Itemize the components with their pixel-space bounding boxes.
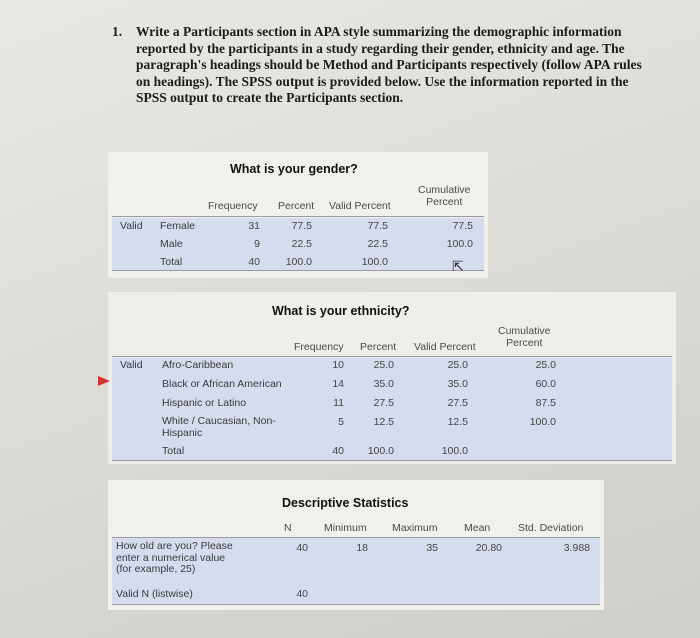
gender-cell-frequency: 40	[248, 256, 260, 268]
ethnicity-cell-valid-percent: 35.0	[447, 378, 468, 390]
gender-cell-percent: 100.0	[285, 256, 312, 268]
question-number: 1.	[112, 24, 123, 39]
descriptive-col-std: Std. Deviation	[518, 522, 584, 534]
gender-bottom-rule	[112, 270, 484, 271]
ethnicity-cell-frequency: 11	[333, 397, 344, 409]
ethnicity-table	[108, 292, 676, 464]
gender-table-title: What is your gender?	[230, 162, 358, 176]
gender-cell-cumulative: 77.5	[452, 220, 473, 232]
gender-cell-frequency: 31	[248, 220, 260, 232]
ethnicity-row-label: Total	[162, 445, 185, 457]
descriptive-col-maximum: Maximum	[392, 522, 438, 534]
gender-row-label: Female	[160, 220, 196, 232]
ethnicity-cell-cumulative: 60.0	[535, 378, 556, 390]
gender-cell-valid-percent: 77.5	[367, 220, 388, 232]
gender-cell-cumulative: 100.0	[446, 238, 473, 250]
ethnicity-cell-percent: 12.5	[373, 416, 394, 428]
gender-valid-label: Valid	[120, 220, 143, 232]
ethnicity-col-percent: Percent	[360, 341, 397, 353]
descriptive-table-title: Descriptive Statistics	[282, 496, 409, 510]
descriptive-row-label: How old are you? Please enter a numerical value (for example, 25)	[116, 540, 233, 575]
ethnicity-cell-frequency: 14	[332, 378, 344, 390]
descriptive-cell-std: 3.988	[563, 542, 590, 554]
ethnicity-cell-frequency: 40	[332, 445, 344, 457]
descriptive-cell-maximum: 35	[426, 542, 438, 554]
gender-cell-valid-percent: 100.0	[361, 256, 388, 268]
question-text: Write a Participants section in APA style summarizing the demographic information reported by the participants in a study regarding their gender, ethnicity and age. The paragraph's headings should be Method and Participants respectively (follow APA rules on headings). The SPSS output is provided below. Use the information reported in the SPSS output to create the Participants section.	[136, 24, 642, 105]
ethnicity-col-valid-percent: Valid Percent	[414, 341, 476, 353]
descriptive-cell-minimum: 18	[356, 542, 368, 554]
gender-col-cumulative: Cumulative Percent	[418, 184, 471, 208]
gender-col-valid-percent: Valid Percent	[329, 200, 391, 212]
gender-row-label: Male	[160, 238, 183, 250]
descriptive-table	[108, 480, 604, 610]
descriptive-row-label: Valid N (listwise)	[116, 588, 193, 600]
gender-header-rule	[112, 216, 484, 217]
ethnicity-cell-frequency: 10	[332, 359, 344, 371]
descriptive-col-mean: Mean	[464, 522, 491, 534]
pointer-arrow-icon	[98, 374, 112, 388]
ethnicity-row-label: White / Caucasian, Non- Hispanic	[162, 415, 276, 439]
gender-row-label: Total	[160, 256, 183, 268]
ethnicity-row-label: Black or African American	[162, 378, 282, 390]
ethnicity-cell-cumulative: 100.0	[529, 416, 556, 428]
ethnicity-row-label: Afro-Caribbean	[162, 359, 234, 371]
ethnicity-col-frequency: Frequency	[294, 341, 344, 353]
ethnicity-cell-percent: 100.0	[367, 445, 394, 457]
ethnicity-cell-valid-percent: 25.0	[447, 359, 468, 371]
descriptive-cell-mean: 20.80	[475, 542, 502, 554]
question-block	[112, 24, 642, 107]
ethnicity-cell-valid-percent: 12.5	[447, 416, 468, 428]
ethnicity-cell-percent: 25.0	[373, 359, 394, 371]
gender-col-percent: Percent	[278, 200, 315, 212]
descriptive-bottom-rule	[112, 604, 600, 605]
ethnicity-cell-percent: 27.5	[373, 397, 394, 409]
ethnicity-table-title: What is your ethnicity?	[272, 304, 410, 318]
ethnicity-bottom-rule	[112, 460, 672, 461]
descriptive-cell-n: 40	[296, 542, 308, 554]
ethnicity-cell-frequency: 5	[338, 416, 344, 428]
ethnicity-valid-label: Valid	[120, 359, 143, 371]
gender-cell-percent: 77.5	[291, 220, 312, 232]
descriptive-cell-n: 40	[296, 588, 308, 600]
descriptive-col-n: N	[284, 522, 292, 534]
gender-cell-percent: 22.5	[291, 238, 312, 250]
gender-col-frequency: Frequency	[208, 200, 258, 212]
ethnicity-cell-percent: 35.0	[373, 378, 394, 390]
gender-cell-frequency: 9	[254, 238, 260, 250]
ethnicity-cell-cumulative: 87.5	[535, 397, 556, 409]
gender-table	[108, 152, 488, 278]
ethnicity-header-rule	[112, 356, 672, 357]
mouse-cursor-icon: ⇱	[452, 258, 464, 274]
ethnicity-row-label: Hispanic or Latino	[162, 397, 247, 409]
descriptive-header-rule	[112, 537, 600, 538]
ethnicity-cell-cumulative: 25.0	[535, 359, 556, 371]
ethnicity-cell-valid-percent: 27.5	[447, 397, 468, 409]
descriptive-col-minimum: Minimum	[324, 522, 367, 534]
ethnicity-cell-valid-percent: 100.0	[441, 445, 468, 457]
gender-cell-valid-percent: 22.5	[367, 238, 388, 250]
ethnicity-col-cumulative: Cumulative Percent	[498, 325, 551, 349]
